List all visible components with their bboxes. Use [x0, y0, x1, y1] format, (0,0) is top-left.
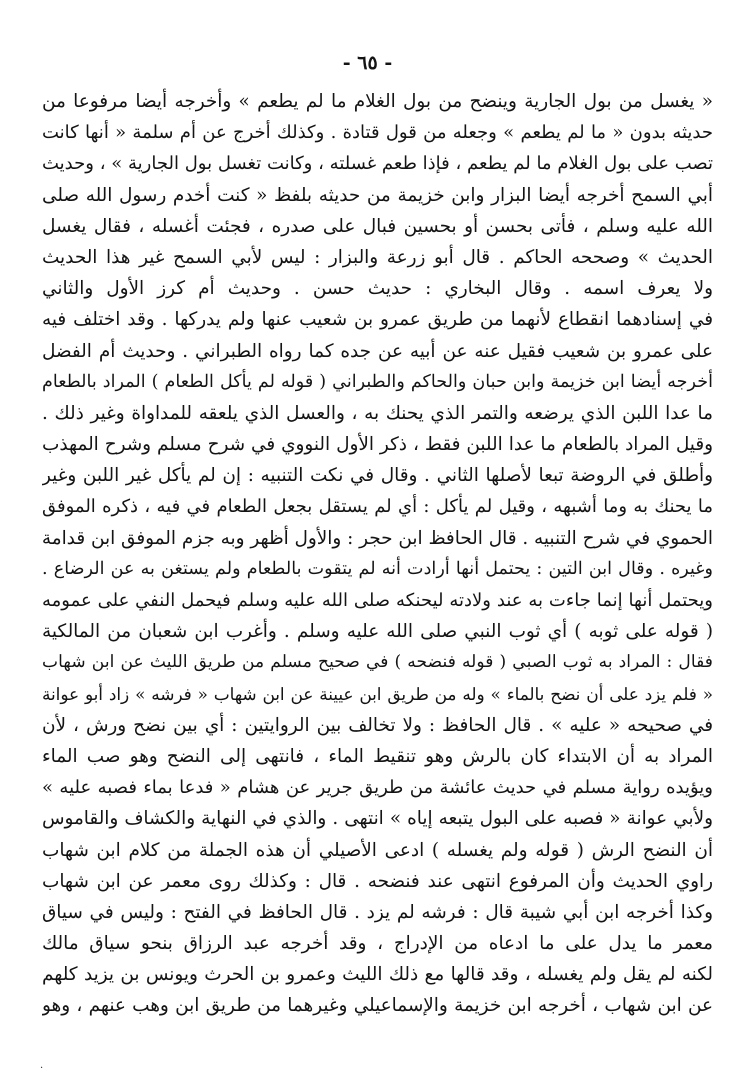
text-line: وقيل المراد بالطعام ما عدا اللبن فقط ، ذكر الأول النووي في شرح مسلم وشرح المهذب	[42, 434, 713, 456]
text-line: تصب على بول الغلام ما لم يطعم ، فإذا طعم غسلته ، وكانت تغسل بول الجارية » ، وحديث	[42, 153, 713, 175]
text-line: ما يحنك به وما أشبهه ، وقيل لم يأكل : أي لم يستقل بجعل الطعام في فيه ، ذكره الموفق	[42, 496, 713, 518]
text-line: على عمرو بن شعيب فقيل عنه عن أبيه عن جده كما رواه الطبراني . وحديث أم الفضل	[42, 340, 713, 362]
text-line: ويؤيده رواية مسلم في حديث عائشة من طريق جرير عن هشام « فدعا بماء فصبه عليه »	[42, 777, 713, 799]
text-line: ( قوله على ثوبه ) أي ثوب النبي صلى الله عليه وسلم . وأغرب ابن شعبان من المالكية	[42, 621, 713, 643]
text-line: الله عليه وسلم ، فأتى بحسن أو بحسين فبال على صدره ، فجئت أغسله ، فقال يغسل	[42, 215, 713, 237]
text-line: ولا يعرف اسمه . وقال البخاري : حديث حسن . وحديث أم كرز الأول والثاني	[42, 278, 713, 300]
text-line: الحموي في شرح التنبيه . قال الحافظ ابن حجر : والأول أظهر وبه جزم الموفق ابن قدامة	[42, 527, 713, 549]
page-number: - ٦٥ -	[342, 52, 393, 74]
body-text	[42, 86, 713, 1022]
text-line: « يغسل من بول الجارية وينضح من بول الغلام ما لم يطعم » وأخرجه أيضا مرفوعا من	[42, 91, 713, 112]
text-line: لكنه لم يقل ولم يغسله ، وقد قالها مع ذلك الليث وعمرو بن الحرث ويونس بن يزيد كلهم	[42, 964, 713, 986]
text-line: وكذا أخرجه ابن أبي شيبة قال : فرشه لم يزد . قال الحافظ في الفتح : وليس في سياق	[42, 901, 713, 923]
text-line: وأطلق في الروضة تبعا لأصلها الثاني . وقال في نكت التنبيه : إن لم يأكل غير اللبن وغير	[42, 465, 713, 487]
text-line: أخرجه أيضا ابن خزيمة وابن حبان والحاكم والطبراني ( قوله لم يأكل الطعام ) المراد بالطعام	[42, 371, 713, 392]
text-line: في صحيحه « عليه » . قال الحافظ : ولا تخالف بين الروايتين : أي بين نضح ورش ، لأن	[42, 714, 713, 736]
text-line: أبي السمح أخرجه أيضا البزار وابن خزيمة من حديثه بلفظ « كنت أخدم رسول الله صلى	[42, 184, 713, 206]
text-line: ويحتمل أنها إنما جاءت به عند ولادته ليحنكه صلى الله عليه وسلم فيحمل النفي على عمومه	[42, 590, 713, 611]
text-line: حديثه بدون « ما لم يطعم » وجعله من قول قتادة . وكذلك أخرج عن أم سلمة « أنها كانت	[42, 122, 713, 144]
scan-speck: ·	[40, 1063, 44, 1074]
text-line: فقال : المراد به ثوب الصبي ( قوله فنضحه ) في صحيح مسلم من طريق الليث عن ابن شهاب	[42, 652, 713, 673]
text-line: المراد به أن الابتداء كان بالرش وهو تنقيط الماء ، فانتهى إلى النضح وهو صب الماء	[42, 745, 713, 767]
text-line: الحديث » وصححه الحاكم . قال أبو زرعة والبزار : ليس لأبي السمح غير هذا الحديث	[42, 246, 713, 268]
text-line: ولأبي عوانة « فصبه على البول يتبعه إياه » انتهى . والذي في النهاية والكشاف والقاموس	[42, 808, 713, 830]
text-line: عن ابن شهاب ، أخرجه ابن خزيمة والإسماعيلي وغيرهما من طريق ابن وهب عنهم ، وهو	[42, 995, 713, 1017]
text-line: أن النضح الرش ( قوله ولم يغسله ) ادعى الأصيلي أن هذه الجملة من كلام ابن شهاب	[42, 839, 713, 861]
text-line: في إسنادهما انقطاع لأنهما من طريق عمرو بن شعيب عنها ولم يدركها . وقد اختلف فيه	[42, 309, 713, 331]
text-line: وغيره . وقال ابن التين : يحتمل أنها أرادت أنه لم يتقوت بالطعام ولم يستغن به عن الرضاع .	[42, 558, 713, 579]
text-line: راوي الحديث وأن المرفوع انتهى عند فنضحه . قال : وكذلك روى معمر عن ابن شهاب	[42, 870, 713, 892]
text-line: معمر ما يدل على ما ادعاه من الإدراج ، وقد أخرجه عبد الرزاق بنحو سياق مالك	[42, 933, 713, 955]
text-line: « فلم يزد على أن نضح بالماء » وله من طريق ابن عيينة عن ابن شهاب « فرشه » زاد أبو عوانة	[42, 683, 713, 704]
text-line: ما عدا اللبن الذي يرضعه والتمر الذي يحنك به ، والعسل الذي يلعقه للمداواة وغير ذلك .	[42, 402, 713, 424]
